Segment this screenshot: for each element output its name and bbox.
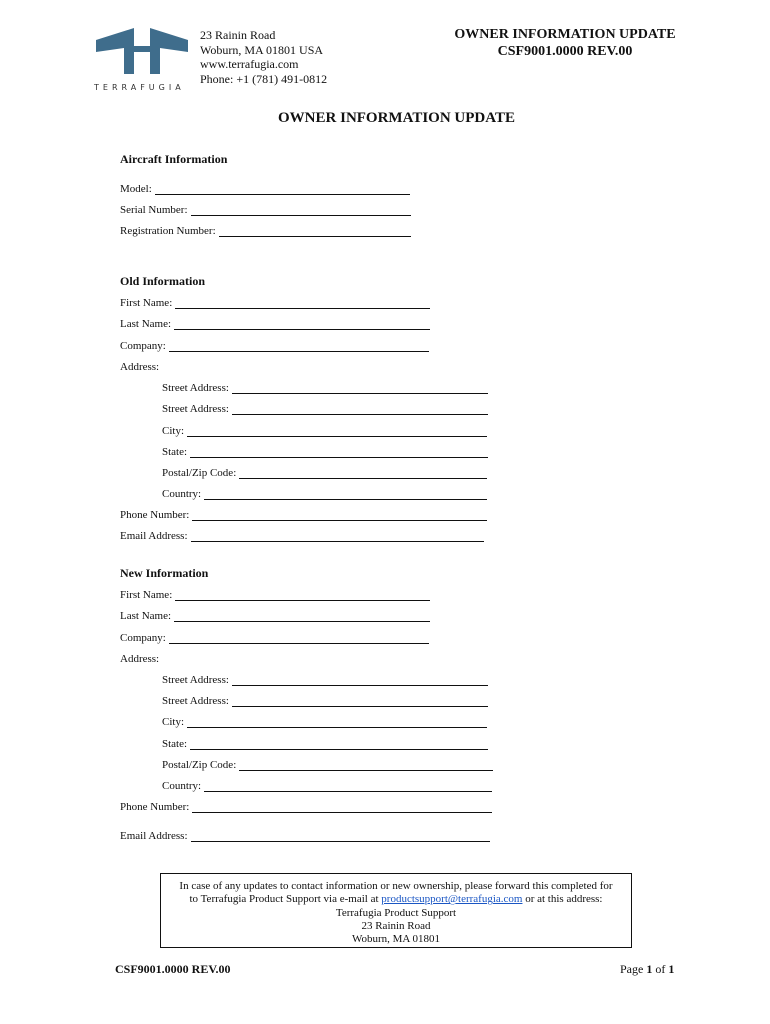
header-doc-id: CSF9001.0000 REV.00: [497, 44, 633, 59]
field-label: Country:: [162, 488, 202, 500]
footer-page-number: [620, 962, 674, 977]
footer-doc-id: CSF9001.0000 REV.00: [115, 962, 231, 976]
model-field[interactable]: [120, 183, 410, 195]
field-label: Serial Number:: [120, 204, 188, 216]
address-line: Woburn, MA 01801 USA: [200, 42, 324, 57]
field-label: Model:: [120, 183, 152, 195]
page-total: 1: [668, 962, 675, 976]
new-street2-field[interactable]: [162, 695, 488, 707]
field-line[interactable]: [191, 205, 411, 216]
aircraft-heading: Aircraft Information: [120, 152, 228, 166]
field-label: Last Name:: [120, 610, 172, 622]
new-phone-field[interactable]: [120, 801, 492, 813]
field-label: Address:: [120, 361, 160, 373]
field-label: First Name:: [120, 589, 173, 601]
field-label: State:: [162, 738, 188, 750]
new-address-label: [120, 653, 159, 665]
field-label: Postal/Zip Code:: [162, 467, 237, 479]
new-state-field[interactable]: [162, 738, 488, 750]
field-label: Address:: [120, 653, 160, 665]
old-zip-field[interactable]: [162, 467, 487, 479]
header-title-line1: OWNER INFORMATION UPDATE: [454, 27, 676, 42]
new-info-heading: New Information: [120, 566, 209, 580]
logo-wordmark: TERRAFUGIA: [94, 83, 185, 92]
field-line[interactable]: [190, 447, 488, 458]
page-title: OWNER INFORMATION UPDATE: [278, 110, 515, 126]
old-info-heading: Old Information: [120, 274, 206, 288]
field-label: Phone Number:: [120, 509, 190, 521]
field-line[interactable]: [191, 831, 490, 842]
field-label: Street Address:: [162, 403, 229, 415]
old-street1-field[interactable]: [162, 382, 488, 394]
notice-line: In case of any updates to contact information or new ownership, please forward this completed for: [179, 880, 613, 892]
page-word: Page: [620, 962, 644, 976]
of-word: of: [655, 962, 666, 976]
field-line[interactable]: [169, 633, 429, 644]
field-line[interactable]: [192, 802, 492, 813]
new-zip-field[interactable]: [162, 759, 493, 771]
support-email-link[interactable]: productsupport@terrafugia.com: [381, 893, 523, 906]
logo-wing-icon: [94, 26, 190, 76]
field-label: Street Address:: [162, 674, 229, 686]
notice-line: Terrafugia Product Support: [335, 906, 457, 919]
website-link[interactable]: www.terrafugia.com: [200, 57, 299, 71]
old-state-field[interactable]: [162, 446, 488, 458]
field-label: First Name:: [120, 297, 173, 309]
field-label: Last Name:: [120, 318, 172, 330]
notice-box: [160, 873, 632, 948]
notice-text: or at this address:: [525, 893, 603, 906]
field-label: State:: [162, 446, 188, 458]
field-line[interactable]: [175, 298, 430, 309]
field-label: Phone Number:: [120, 801, 190, 813]
field-line[interactable]: [239, 760, 493, 771]
notice-text: to Terrafugia Product Support via e-mail at: [189, 893, 379, 906]
address-line: 23 Rainin Road: [200, 28, 276, 42]
field-line[interactable]: [190, 739, 488, 750]
field-line[interactable]: [239, 468, 487, 479]
field-label: Street Address:: [162, 382, 229, 394]
old-country-field[interactable]: [162, 488, 487, 500]
field-label: Country:: [162, 780, 202, 792]
old-street2-field[interactable]: [162, 403, 488, 415]
field-line[interactable]: [187, 426, 487, 437]
old-company-field[interactable]: [120, 340, 429, 352]
old-last-name-field[interactable]: [120, 318, 430, 330]
field-label: Email Address:: [120, 530, 188, 542]
terrafugia-logo: [94, 26, 190, 92]
field-label: Registration Number:: [120, 225, 216, 237]
field-label: Street Address:: [162, 695, 229, 707]
new-first-name-field[interactable]: [120, 589, 430, 601]
company-address: [200, 28, 327, 86]
new-street1-field[interactable]: [162, 674, 488, 686]
notice-line: [161, 893, 631, 906]
field-label: Email Address:: [120, 830, 188, 842]
notice-line: Woburn, MA 01801: [351, 933, 441, 946]
header-title: [420, 26, 710, 60]
registration-field[interactable]: [120, 225, 411, 237]
field-line[interactable]: [232, 696, 488, 707]
field-label: Postal/Zip Code:: [162, 759, 237, 771]
field-line[interactable]: [174, 611, 430, 622]
field-label: Company:: [120, 340, 166, 352]
field-line[interactable]: [174, 319, 430, 330]
phone-line: Phone: +1 (781) 491-0812: [200, 71, 328, 86]
new-city-field[interactable]: [162, 716, 487, 728]
field-label: Company:: [120, 632, 166, 644]
field-line[interactable]: [232, 404, 488, 415]
field-line[interactable]: [187, 717, 487, 728]
field-line[interactable]: [155, 184, 410, 195]
field-line[interactable]: [204, 489, 487, 500]
field-label: City:: [162, 716, 185, 728]
new-country-field[interactable]: [162, 780, 492, 792]
field-line[interactable]: [219, 226, 411, 237]
old-address-label: [120, 361, 159, 373]
field-line[interactable]: [191, 531, 484, 542]
field-line[interactable]: [204, 781, 492, 792]
new-last-name-field[interactable]: [120, 610, 430, 622]
field-line[interactable]: [169, 341, 429, 352]
page-number: 1: [646, 962, 653, 976]
field-line[interactable]: [175, 590, 430, 601]
old-first-name-field[interactable]: [120, 297, 430, 309]
old-city-field[interactable]: [162, 425, 487, 437]
field-label: City:: [162, 425, 185, 437]
field-line[interactable]: [192, 510, 487, 521]
new-email-field[interactable]: [120, 830, 490, 842]
new-company-field[interactable]: [120, 632, 429, 644]
old-email-field[interactable]: [120, 530, 484, 542]
field-line[interactable]: [232, 383, 488, 394]
field-line[interactable]: [232, 675, 488, 686]
old-phone-field[interactable]: [120, 509, 487, 521]
serial-field[interactable]: [120, 204, 411, 216]
notice-line: 23 Rainin Road: [361, 919, 431, 932]
